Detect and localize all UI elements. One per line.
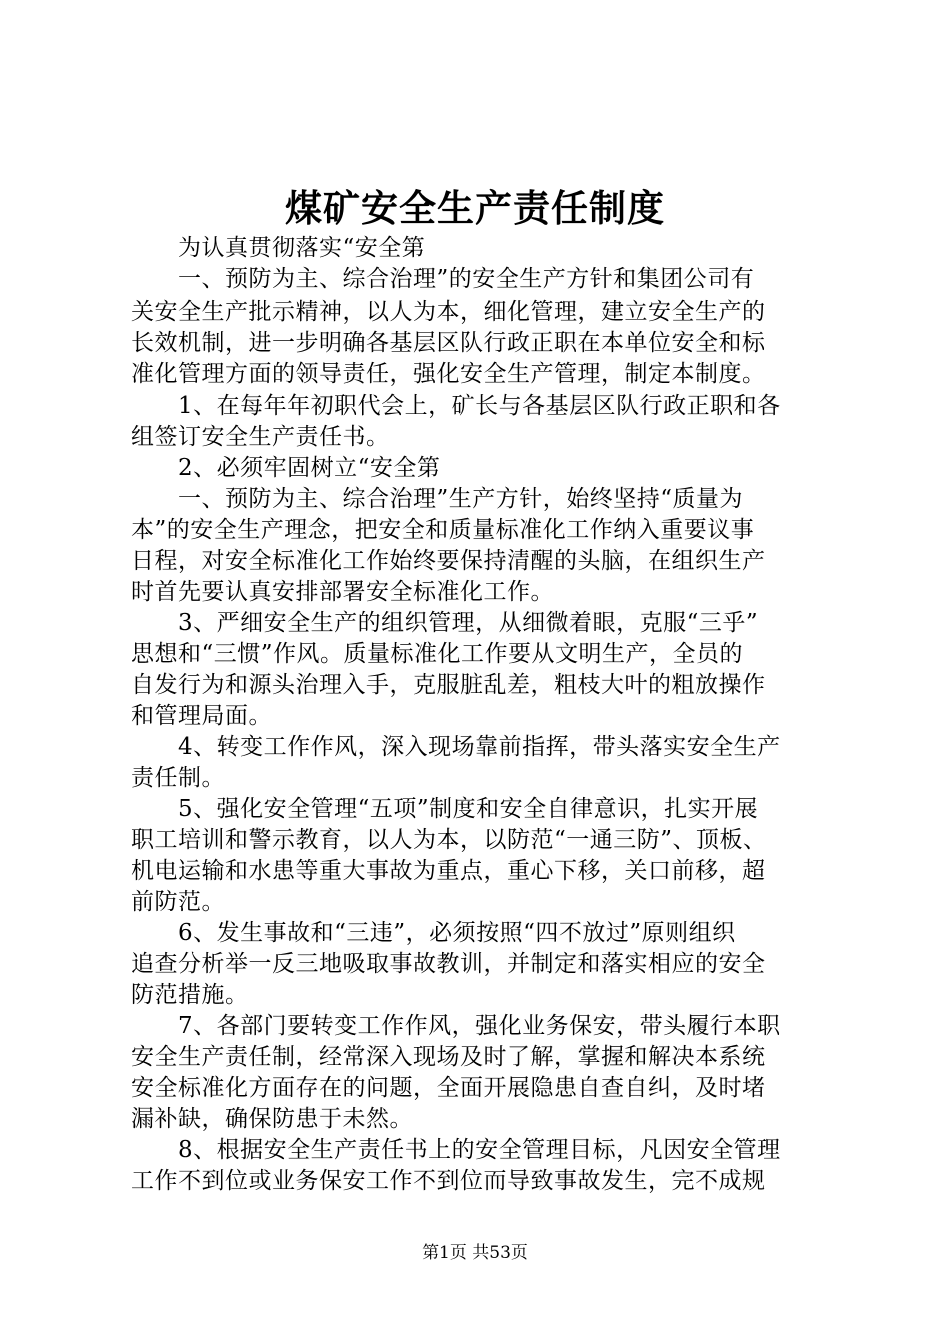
body-line: 本”的安全生产理念，把安全和质量标准化工作纳入重要议事 (131, 517, 755, 543)
page-title: 煤矿安全生产责任制度 (285, 186, 665, 230)
body-line: 防范措施。 (131, 982, 249, 1008)
body-line: 5、强化安全管理“五项”制度和安全自律意识，扎实开展 (178, 796, 759, 822)
body-line: 一、预防为主、综合治理”的安全生产方针和集团公司有 (178, 266, 755, 292)
body-line: 机电运输和水患等重大事故为重点，重心下移，关口前移，超 (131, 858, 766, 884)
body-line: 日程，对安全标准化工作始终要保持清醒的头脑，在组织生产 (131, 548, 766, 574)
body-line: 8、根据安全生产责任书上的安全管理目标，凡因安全管理 (178, 1137, 781, 1163)
body-line: 安全生产责任制，经常深入现场及时了解，掌握和解决本系统 (131, 1044, 766, 1070)
body-line: 和管理局面。 (131, 703, 272, 729)
body-line: 长效机制，进一步明确各基层区队行政正职在本单位安全和标 (131, 330, 766, 356)
body-line: 一、预防为主、综合治理”生产方针，始终坚持“质量为 (178, 486, 744, 512)
body-line: 准化管理方面的领导责任，强化安全生产管理，制定本制度。 (131, 361, 766, 387)
body-line: 职工培训和警示教育，以人为本，以防范“一通三防”、顶板、 (131, 827, 767, 853)
body-line: 时首先要认真安排部署安全标准化工作。 (131, 579, 554, 605)
body-line: 1、在每年年初职代会上，矿长与各基层区队行政正职和各 (178, 393, 781, 419)
page-number-footer: 第1页 共53页 (422, 1243, 528, 1263)
body-line: 前防范。 (131, 889, 225, 915)
body-line: 2、必须牢固树立“安全第 (178, 455, 441, 481)
body-line: 漏补缺，确保防患于未然。 (131, 1106, 413, 1132)
body-line: 工作不到位或业务保安工作不到位而导致事故发生，完不成规 (131, 1168, 766, 1194)
body-line: 思想和“三惯”作风。质量标准化工作要从文明生产，全员的 (131, 641, 744, 667)
body-line: 4、转变工作作风，深入现场靠前指挥，带头落实安全生产 (178, 734, 781, 760)
body-line: 自发行为和源头治理入手，克服脏乱差，粗枝大叶的粗放操作 (131, 672, 766, 698)
body-line: 追查分析举一反三地吸取事故教训，并制定和落实相应的安全 (131, 951, 766, 977)
body-line: 6、发生事故和“三违”，必须按照“四不放过”原则组织 (178, 920, 736, 946)
body-line: 组签订安全生产责任书。 (131, 424, 390, 450)
body-line: 3、严细安全生产的组织管理，从细微着眼，克服“三乎” (178, 610, 759, 636)
body-line: 责任制。 (131, 765, 225, 791)
body-line: 7、各部门要转变工作作风，强化业务保安，带头履行本职 (178, 1013, 781, 1039)
body-line: 关安全生产批示精神，以人为本，细化管理，建立安全生产的 (131, 299, 766, 325)
body-line: 为认真贯彻落实“安全第 (178, 235, 426, 261)
body-line: 安全标准化方面存在的问题，全面开展隐患自查自纠，及时堵 (131, 1075, 766, 1101)
